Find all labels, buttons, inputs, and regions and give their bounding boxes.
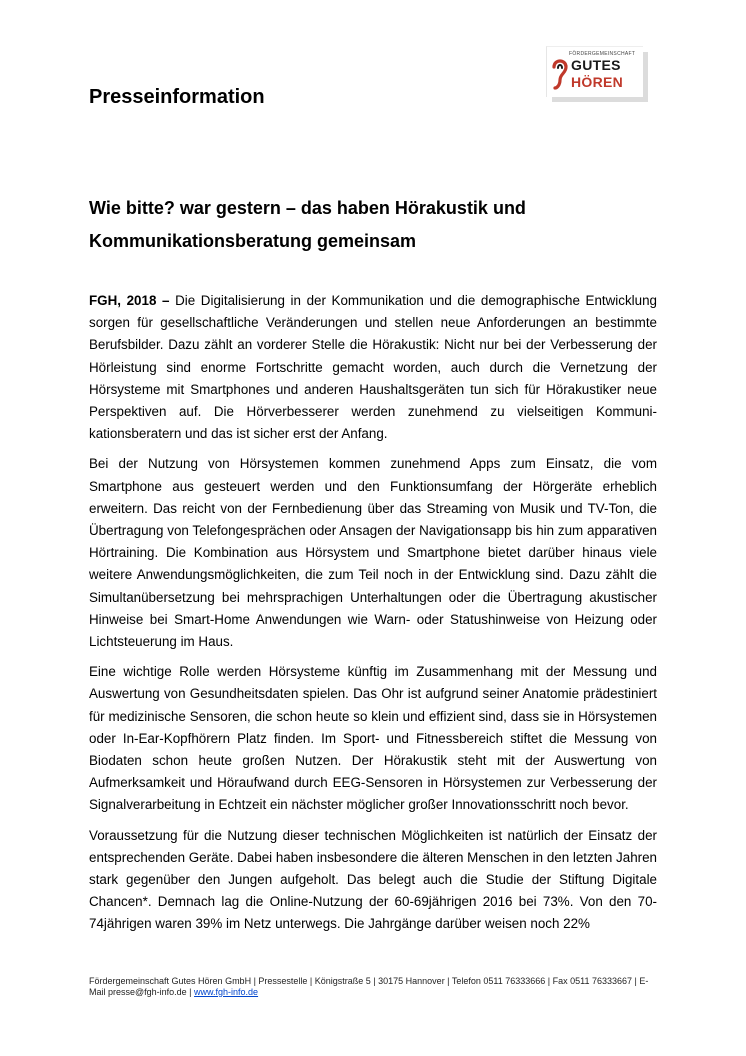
- logo-top-text: FÖRDERGEMEINSCHAFT: [569, 51, 636, 57]
- lead-dateline: FGH, 2018 –: [89, 293, 170, 308]
- logo-box: [546, 46, 643, 97]
- article-body: [89, 290, 657, 944]
- logo-word-gutes: GUTES: [571, 57, 621, 73]
- paragraph-4: Voraussetzung für die Nutzung dieser technischen Möglichkeiten ist natürlich der Einsatz der entsprechenden Geräte. Dabei haben insbesondere die älteren Menschen in den letzten Jahren stark gegenüber den Jungen aufgeholt. Das belegt auch die Studie der Stiftung Digitale Chancen*. Demnach lag die Online-Nutzung der 60-69jährigen 2016 bei 73%. Von den 70-74jährigen waren 39% im Netz unterwegs. Die Jahrgänge darüber weisen noch 22%: [89, 827, 658, 932]
- logo: [546, 46, 650, 102]
- paragraph-1-text: Die Digitalisierung in der Kommunikation und die demographische Entwicklung sorgen für gesellschaftliche Veränderungen und stellen neue Anforderungen an bestimmte Berufsbilder. Dazu zählt an vorderer Stelle die Hörakustik: Nicht nur bei der Verbesserung der Hörleistung sind enorme Fortschritte gemacht worden, auch durch die Vernetzung der Hörsysteme mit Smartphones und anderen Haushaltsgeräten tun sich für Hörakustiker neue Perspektiven auf. Die Hörverbesserer werden zunehmend zu vielseitigen Kommunikationsberatern und das ist sicher erst der Anfang.: [89, 293, 657, 442]
- headline: Wie bitte? war gestern – das haben Hörakustik und Kommunikationsberatung gemeinsam: [89, 198, 526, 251]
- paragraph-1: [89, 290, 657, 445]
- paragraph-2: Bei der Nutzung von Hörsystemen kommen zunehmend Apps zum Einsatz, die vom Smartphone aus gesteuert werden und den Funktionsumfang der Hörgeräte erheblich erweitern. Das reicht von der Fernbedienung über das Streaming von Musik und TV-Ton, die Übertragung von Telefongesprächen oder Ansagen der Navigationsapp bis hin zum apparativen Hörtraining. Die Kombination aus Hörsystem und Smartphone bietet darüber hinaus viele weitere Anwendungsmöglichkeiten, die zum Teil noch in der Entwicklung sind. Dazu zählt die Simultanübersetzung bei mehrsprachigen Unterhaltungen oder die Übertragung akustischer Hinweise bei Smart-Home Anwendungen wie Warn- oder Statushinweise von Heizung oder Lichtsteuerung im Haus.: [89, 456, 657, 650]
- logo-word-hoeren: HÖREN: [571, 74, 624, 90]
- page-title: Presseinformation: [89, 86, 265, 108]
- footer: [89, 976, 659, 998]
- footer-website-link[interactable]: www.fgh-info.de: [194, 987, 259, 997]
- footer-text: Fördergemeinschaft Gutes Hören GmbH | Pressestelle | Königstraße 5 | 30175 Hannover | Telefon 0511 76333666 | Fax 0511 76333667 | E-Mail presse@fgh-info.de |: [89, 976, 649, 997]
- ear-mark-icon: [551, 55, 569, 93]
- paragraph-3: Eine wichtige Rolle werden Hörsysteme künftig im Zusammenhang mit der Messung und Auswertung von Gesundheitsdaten spielen. Das Ohr ist aufgrund seiner Anatomie prädestiniert für medizinische Sensoren, die schon heute so klein und effizient sind, dass sie in Hörsystemen oder In-Ear-Kopfhörern Platz finden. Im Sport- und Fitnessbereich stiftet die Messung von Biodaten schon heute großen Nutzen. Der Hörakustik steht mit der Auswertung von Aufmerksamkeit und Höraufwand durch EEG-Sensoren in Hörsystemen zur Verbesserung der Signalverarbeitung in Echtzeit ein nächster möglicher großer Innovationsschritt noch bevor.: [89, 664, 657, 813]
